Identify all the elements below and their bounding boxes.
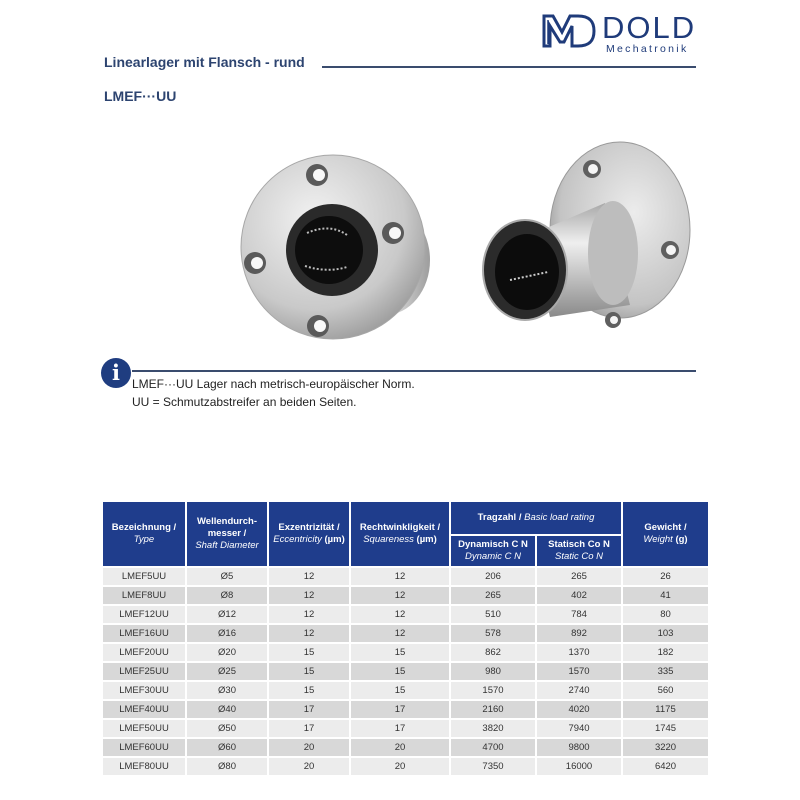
cell-dynamic-load: 1570 [451,682,535,699]
cell-type: LMEF8UU [103,587,185,604]
table-row [103,701,708,718]
header-type: Bezeichnung / Type [103,502,185,566]
cell-squareness: 12 [351,606,449,623]
cell-weight: 1745 [623,720,708,737]
cell-static-load: 892 [537,625,621,642]
cell-type: LMEF30UU [103,682,185,699]
cell-shaft-diameter: Ø50 [187,720,267,737]
cell-static-load: 16000 [537,758,621,775]
cell-squareness: 12 [351,625,449,642]
info-icon: i [101,358,131,388]
cell-shaft-diameter: Ø8 [187,587,267,604]
table-row [103,606,708,623]
table-row [103,720,708,737]
table-row [103,587,708,604]
cell-weight: 26 [623,568,708,585]
cell-shaft-diameter: Ø5 [187,568,267,585]
cell-static-load: 2740 [537,682,621,699]
cell-shaft-diameter: Ø16 [187,625,267,642]
cell-weight: 1175 [623,701,708,718]
cell-type: LMEF12UU [103,606,185,623]
cell-shaft-diameter: Ø20 [187,644,267,661]
cell-dynamic-load: 862 [451,644,535,661]
cell-type: LMEF80UU [103,758,185,775]
cell-eccentricity: 20 [269,739,349,756]
cell-dynamic-load: 3820 [451,720,535,737]
cell-dynamic-load: 980 [451,663,535,680]
cell-type: LMEF20UU [103,644,185,661]
cell-dynamic-load: 206 [451,568,535,585]
header-weight: Gewicht / Weight (g) [623,502,708,566]
cell-shaft-diameter: Ø30 [187,682,267,699]
cell-eccentricity: 15 [269,644,349,661]
cell-squareness: 17 [351,701,449,718]
header-static-load: Statisch Co N Static Co N [537,536,621,566]
cell-shaft-diameter: Ø80 [187,758,267,775]
cell-static-load: 1570 [537,663,621,680]
cell-type: LMEF50UU [103,720,185,737]
cell-eccentricity: 12 [269,606,349,623]
header-eccentricity: Exzentrizität / Eccentricity (µm) [269,502,349,566]
cell-eccentricity: 17 [269,720,349,737]
company-logo [540,10,710,55]
cell-eccentricity: 12 [269,568,349,585]
cell-static-load: 784 [537,606,621,623]
cell-static-load: 402 [537,587,621,604]
cell-dynamic-load: 510 [451,606,535,623]
cell-squareness: 17 [351,720,449,737]
info-line-norm: LMEF···UU Lager nach metrisch-europäischer Norm. [132,377,415,391]
info-line-seal: UU = Schmutzabstreifer an beiden Seiten. [132,395,357,409]
title-divider [322,66,696,68]
cell-eccentricity: 15 [269,663,349,680]
cell-dynamic-load: 4700 [451,739,535,756]
cell-shaft-diameter: Ø12 [187,606,267,623]
cell-type: LMEF40UU [103,701,185,718]
table-row [103,663,708,680]
info-divider [132,370,696,372]
cell-dynamic-load: 2160 [451,701,535,718]
cell-squareness: 15 [351,644,449,661]
table-row [103,568,708,585]
cell-weight: 560 [623,682,708,699]
cell-weight: 6420 [623,758,708,775]
table-body [103,568,708,775]
table-row [103,682,708,699]
cell-type: LMEF25UU [103,663,185,680]
cell-static-load: 7940 [537,720,621,737]
cell-weight: 182 [623,644,708,661]
cell-weight: 41 [623,587,708,604]
cell-squareness: 15 [351,663,449,680]
cell-eccentricity: 12 [269,587,349,604]
cell-type: LMEF5UU [103,568,185,585]
table-row [103,625,708,642]
md-monogram-icon [540,14,596,48]
brand-tagline: Mechatronik [606,43,689,55]
header-load-rating: Tragzahl / Basic load rating [451,502,621,534]
cell-type: LMEF16UU [103,625,185,642]
header-dynamic-load: Dynamisch C N Dynamic C N [451,536,535,566]
cell-shaft-diameter: Ø40 [187,701,267,718]
header-squareness: Rechtwinkligkeit / Squareness (µm) [351,502,449,566]
cell-squareness: 20 [351,739,449,756]
cell-weight: 335 [623,663,708,680]
cell-eccentricity: 17 [269,701,349,718]
brand-name: DOLD [602,10,697,45]
cell-squareness: 12 [351,587,449,604]
page-title: Linearlager mit Flansch - rund [104,54,305,70]
cell-eccentricity: 15 [269,682,349,699]
cell-shaft-diameter: Ø25 [187,663,267,680]
cell-weight: 3220 [623,739,708,756]
table-row [103,644,708,661]
flange-bearing-front-image [235,135,445,345]
table-row [103,739,708,756]
cell-weight: 80 [623,606,708,623]
cell-eccentricity: 12 [269,625,349,642]
cell-squareness: 20 [351,758,449,775]
cell-static-load: 1370 [537,644,621,661]
product-series-label: LMEF···UU [104,88,177,104]
cell-dynamic-load: 578 [451,625,535,642]
table-row [103,758,708,775]
cell-static-load: 4020 [537,701,621,718]
cell-static-load: 265 [537,568,621,585]
cell-dynamic-load: 265 [451,587,535,604]
cell-shaft-diameter: Ø60 [187,739,267,756]
specification-table [101,500,710,777]
flange-bearing-side-image [470,135,695,345]
cell-dynamic-load: 7350 [451,758,535,775]
cell-eccentricity: 20 [269,758,349,775]
cell-static-load: 9800 [537,739,621,756]
cell-weight: 103 [623,625,708,642]
cell-type: LMEF60UU [103,739,185,756]
cell-squareness: 12 [351,568,449,585]
cell-squareness: 15 [351,682,449,699]
header-shaft-diameter: Wellendurch- messer / Shaft Diameter [187,502,267,566]
